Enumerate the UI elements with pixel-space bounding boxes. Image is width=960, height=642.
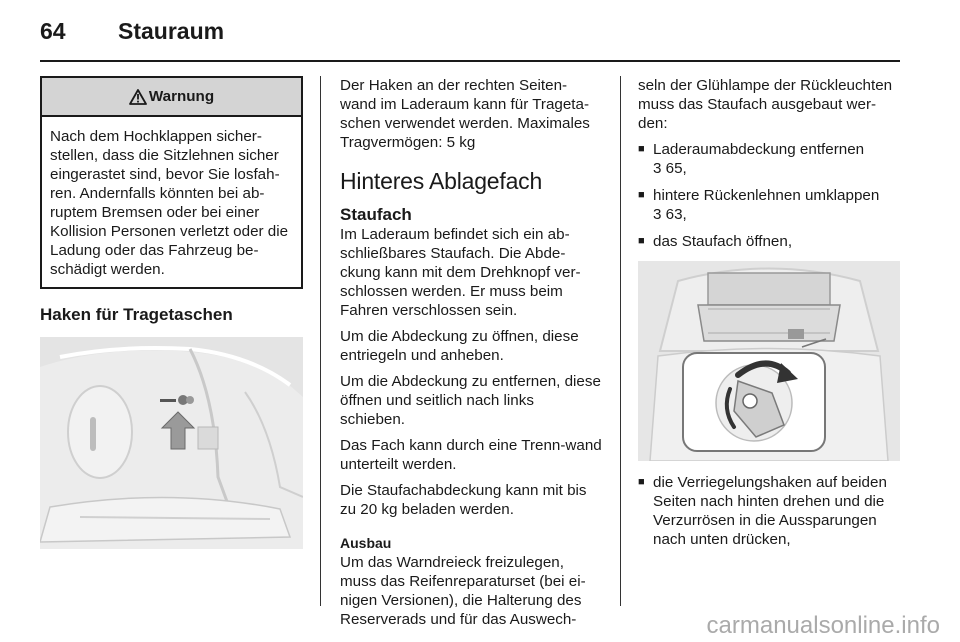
storage-paragraph-4: Das Fach kann durch eine Trenn-wand unterteilt werden. bbox=[340, 437, 602, 473]
bullet-icon: ■ bbox=[638, 476, 645, 488]
cargo-hook-illustration bbox=[40, 337, 303, 549]
page-title: Stauraum bbox=[118, 18, 225, 44]
page-reference: 3 65, bbox=[653, 160, 687, 177]
removal-continued-paragraph: seln der Glühlampe der Rückleuchten muss das Staufach ausgebaut wer-den: bbox=[638, 77, 893, 132]
column-divider-2 bbox=[620, 76, 621, 606]
warning-title: Warnung bbox=[148, 88, 215, 105]
list-item-text: die Verriegelungshaken auf beiden Seiten nach hinten drehen und die Verzurrösen in die Aussparungen nach unten drücken, bbox=[653, 474, 887, 548]
storage-paragraph-3: Um die Abdeckung zu entfernen, diese öffnen und seitlich nach links schieben. bbox=[340, 373, 601, 428]
warning-box bbox=[40, 76, 303, 289]
section-heading-rear-storage: Hinteres Ablagefach bbox=[340, 168, 543, 194]
warning-header bbox=[42, 78, 301, 117]
list-item-text: hintere Rückenlehnen umklappen bbox=[653, 187, 880, 204]
section-title-bag-hook: Haken für Tragetaschen bbox=[40, 305, 233, 324]
storage-paragraph-2: Um die Abdeckung zu öffnen, diese entriegeln und anheben. bbox=[340, 328, 579, 364]
watermark: carmanualsonline.info bbox=[706, 612, 940, 639]
column-divider-1 bbox=[320, 76, 321, 606]
warning-text: Nach dem Hochklappen sicher-stellen, dass die Sitzlehnen sicher eingerastet sind, bevor Sie losfah-ren. Andernfalls könnten bei ab-ruptem Bremsen oder bei einer Kollision Personen verletzt oder die Ladung oder das Fahrzeug be-schädigt werden. bbox=[50, 128, 289, 278]
list-item-text: Laderaumabdeckung entfernen bbox=[653, 141, 865, 158]
header-rule bbox=[40, 60, 900, 62]
storage-paragraph-1: Im Laderaum befindet sich ein ab-schließbares Staufach. Die Abde-ckung kann mit dem Drehknopf ver-schlossen werden. Er muss beim Fahren verschlossen sein. bbox=[340, 226, 581, 319]
subheading-removal: Ausbau bbox=[340, 535, 392, 551]
subheading-storage-compartment: Staufach bbox=[340, 205, 412, 224]
list-item bbox=[638, 140, 900, 178]
page-reference: 3 63, bbox=[653, 206, 687, 223]
page-number: 64 bbox=[40, 18, 66, 44]
warning-triangle-icon bbox=[129, 89, 147, 105]
bag-hook-paragraph: Der Haken an der rechten Seiten-wand im Laderaum kann für Trageta-schen verwendet werden. Maximales Tragvermögen: 5 kg bbox=[340, 77, 590, 151]
list-item bbox=[638, 473, 900, 549]
page-header bbox=[40, 18, 900, 60]
column-1 bbox=[40, 76, 303, 549]
removal-steps-list-continued bbox=[638, 473, 900, 549]
bullet-icon: ■ bbox=[638, 189, 645, 201]
storage-paragraph-5: Die Staufachabdeckung kann mit bis zu 20 kg beladen werden. bbox=[340, 482, 587, 518]
removal-paragraph: Um das Warndreieck freizulegen, muss das Reifenreparaturset (bei ei-nigen Versionen), die Halterung des Reserverads und für das Auswech- bbox=[340, 554, 586, 628]
storage-compartment-illustration bbox=[638, 261, 900, 461]
removal-steps-list bbox=[638, 140, 900, 251]
list-item bbox=[638, 186, 900, 224]
bullet-icon: ■ bbox=[638, 235, 645, 247]
column-3 bbox=[638, 76, 900, 557]
list-item bbox=[638, 232, 900, 251]
bullet-icon: ■ bbox=[638, 143, 645, 155]
list-item-text: das Staufach öffnen, bbox=[653, 233, 793, 250]
column-2 bbox=[340, 76, 602, 636]
